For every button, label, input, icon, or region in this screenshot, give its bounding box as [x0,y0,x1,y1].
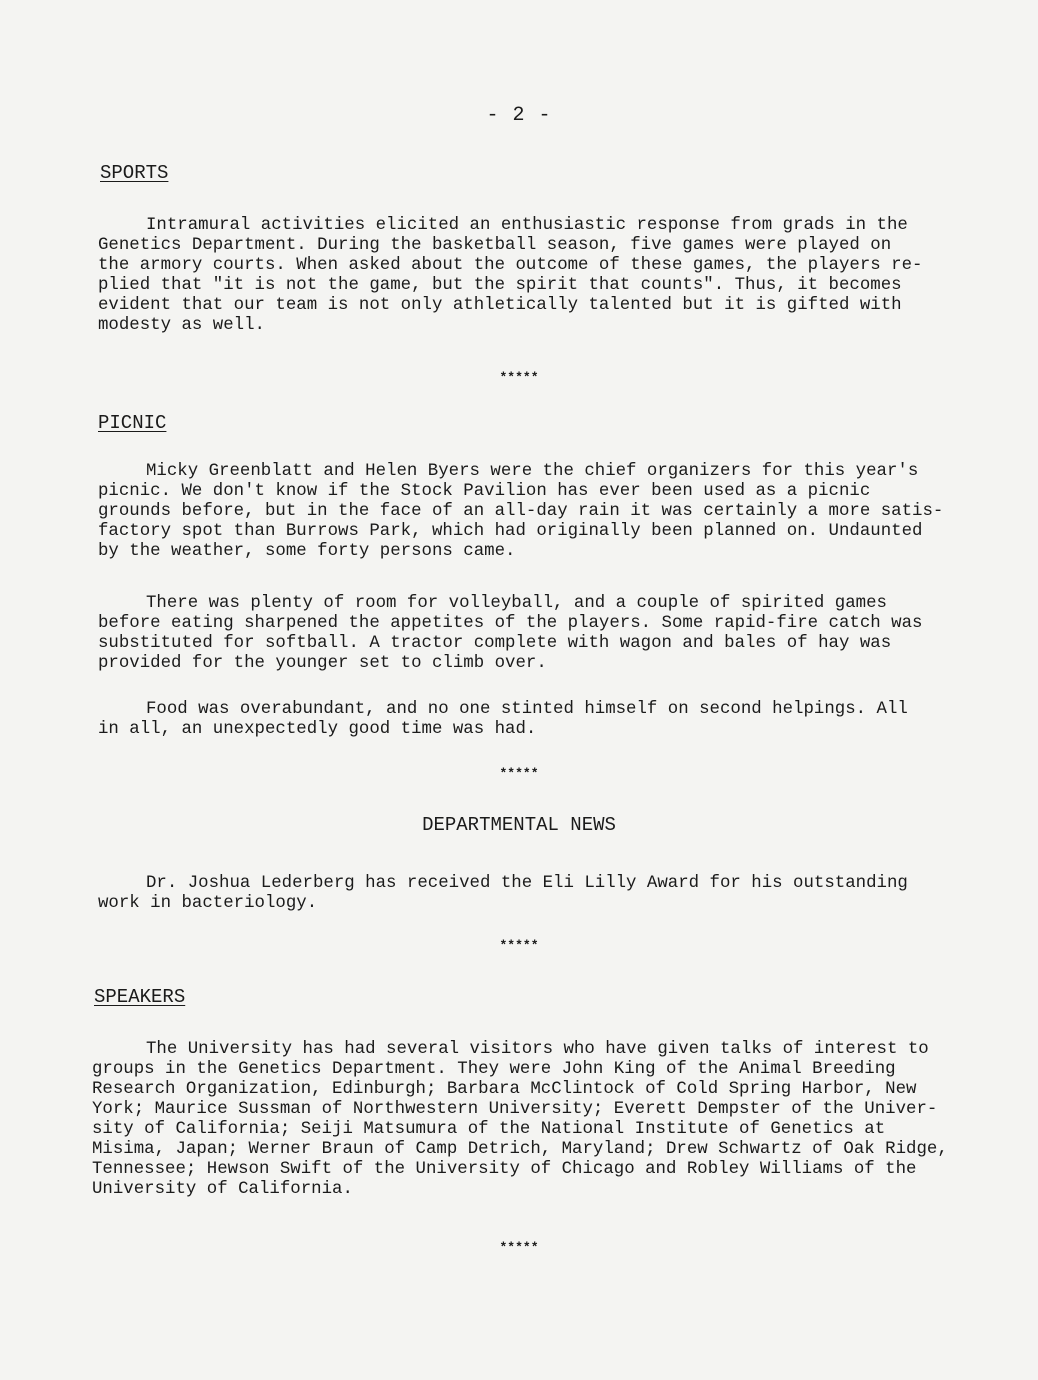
text-line: sity of California; Seiji Matsumura of the National Institute of Genetics at [92,1120,886,1139]
section-separator: ***** [499,1240,539,1255]
section-separator: ***** [499,766,539,781]
text-line: evident that our team is not only athletically talented but it is gifted with [98,296,902,315]
text-line: University of California. [92,1180,353,1199]
text-line: in all, an unexpectedly good time was had. [98,720,537,739]
text-line: Genetics Department. During the basketball season, five games were played on [98,236,892,255]
departmental-news-paragraph [98,874,958,914]
speakers-paragraph [92,1040,952,1200]
section-separator: ***** [499,370,539,385]
text-line: Misima, Japan; Werner Braun of Camp Detrich, Maryland; Drew Schwartz of Oak Ridge, [92,1140,948,1159]
sports-heading: SPORTS [100,162,169,184]
speakers-heading: SPEAKERS [94,986,186,1008]
text-line: York; Maurice Sussman of Northwestern University; Everett Dempster of the Univer- [92,1100,938,1119]
text-line: factory spot than Burrows Park, which had originally been planned on. Undaunted [98,522,923,541]
text-line: plied that "it is not the game, but the spirit that counts". Thus, it becomes [98,276,902,295]
text-line: The University has had several visitors who have given talks of interest to [146,1040,929,1059]
text-line: substituted for softball. A tractor complete with wagon and bales of hay was [98,634,892,653]
text-line: grounds before, but in the face of an all-day rain it was certainly a more satis- [98,502,944,521]
text-line: work in bacteriology. [98,894,318,913]
text-line: Food was overabundant, and no one stinted himself on second helpings. All [146,700,908,719]
text-line: Dr. Joshua Lederberg has received the Eli Lilly Award for his outstanding [146,874,908,893]
text-line: Micky Greenblatt and Helen Byers were the chief organizers for this year's [146,462,919,481]
section-separator: ***** [499,938,539,953]
text-line: provided for the younger set to climb over. [98,654,547,673]
text-line: before eating sharpened the appetites of the players. Some rapid-fire catch was [98,614,923,633]
text-line: modesty as well. [98,316,265,335]
text-line: Research Organization, Edinburgh; Barbara McClintock of Cold Spring Harbor, New [92,1080,917,1099]
picnic-paragraph-1 [98,462,958,562]
text-line: Tennessee; Hewson Swift of the University of Chicago and Robley Williams of the [92,1160,917,1179]
picnic-paragraph-2 [98,594,958,674]
text-line: the armory courts. When asked about the outcome of these games, the players re- [98,256,923,275]
picnic-paragraph-3 [98,700,958,740]
text-line: Intramural activities elicited an enthusiastic response from grads in the [146,216,908,235]
picnic-heading: PICNIC [98,412,167,434]
text-line: picnic. We don't know if the Stock Pavilion has ever been used as a picnic [98,482,871,501]
departmental-news-heading: DEPARTMENTAL NEWS [422,814,616,836]
text-line: groups in the Genetics Department. They were John King of the Animal Breeding [92,1060,896,1079]
text-line: by the weather, some forty persons came. [98,542,516,561]
page-number: - 2 - [486,104,552,127]
sports-paragraph [98,216,958,336]
text-line: There was plenty of room for volleyball, and a couple of spirited games [146,594,887,613]
